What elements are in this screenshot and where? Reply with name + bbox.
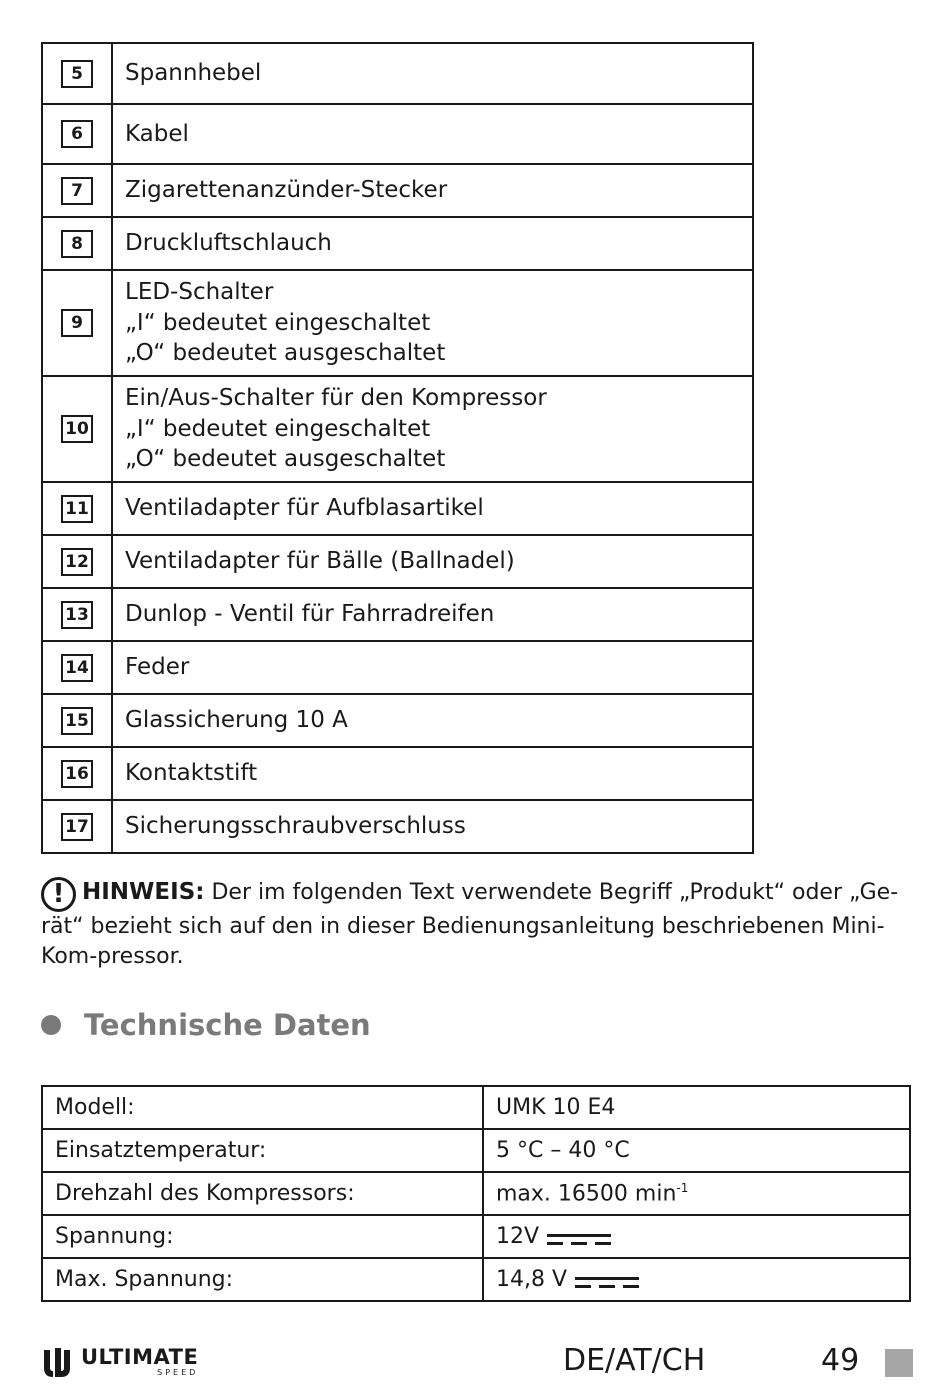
part-number-cell bbox=[42, 43, 112, 104]
part-row bbox=[42, 694, 753, 747]
spec-row bbox=[42, 1215, 910, 1258]
part-label-line: Glassicherung 10 A bbox=[125, 707, 348, 734]
part-number-cell bbox=[42, 482, 112, 535]
part-number-cell bbox=[42, 535, 112, 588]
part-number-cell bbox=[42, 694, 112, 747]
spec-value: 14,8 V bbox=[496, 1267, 568, 1292]
part-row bbox=[42, 747, 753, 800]
spec-key: Drehzahl des Kompressors: bbox=[42, 1172, 483, 1215]
footer-region: DE/AT/CH bbox=[563, 1343, 706, 1378]
part-number-cell bbox=[42, 800, 112, 853]
section-heading bbox=[41, 1008, 371, 1042]
part-label-cell bbox=[112, 217, 753, 270]
spec-key: Einsatztemperatur: bbox=[42, 1129, 483, 1172]
part-label-line: Feder bbox=[125, 654, 190, 681]
part-row bbox=[42, 588, 753, 641]
part-number-badge: 6 bbox=[61, 120, 93, 148]
spec-key: Spannung: bbox=[42, 1215, 483, 1258]
part-label-line: Spannhebel bbox=[125, 60, 262, 87]
part-label-line: Dunlop - Ventil für Fahrradreifen bbox=[125, 601, 495, 628]
spec-value: UMK 10 E4 bbox=[496, 1095, 616, 1120]
part-row bbox=[42, 482, 753, 535]
page-number: 49 bbox=[821, 1343, 860, 1378]
part-number-badge: 17 bbox=[61, 813, 93, 841]
part-row bbox=[42, 535, 753, 588]
spec-row bbox=[42, 1129, 910, 1172]
spec-key: Modell: bbox=[42, 1086, 483, 1129]
spec-value-cell bbox=[483, 1172, 910, 1215]
spec-row bbox=[42, 1258, 910, 1301]
part-label-cell bbox=[112, 747, 753, 800]
exclamation-circle-icon: ! bbox=[41, 877, 76, 912]
note-paragraph bbox=[41, 877, 911, 972]
part-number-badge: 16 bbox=[61, 760, 93, 788]
spec-value: 5 °C – 40 °C bbox=[496, 1138, 630, 1163]
brand-logo bbox=[41, 1346, 198, 1380]
dc-current-icon bbox=[547, 1232, 611, 1246]
spec-value-cell bbox=[483, 1258, 910, 1301]
part-number-cell bbox=[42, 588, 112, 641]
part-row bbox=[42, 376, 753, 482]
spec-superscript: -1 bbox=[676, 1180, 689, 1195]
part-label-line: Sicherungsschraubverschluss bbox=[125, 813, 466, 840]
part-label-cell bbox=[112, 164, 753, 217]
part-number-cell bbox=[42, 104, 112, 164]
note-label: HINWEIS: bbox=[82, 879, 205, 905]
part-row bbox=[42, 104, 753, 164]
spec-value: 12V bbox=[496, 1224, 540, 1249]
part-number-cell bbox=[42, 641, 112, 694]
spec-row bbox=[42, 1172, 910, 1215]
part-number-cell bbox=[42, 217, 112, 270]
part-row bbox=[42, 270, 753, 376]
brand-name: ULTIMATE bbox=[81, 1345, 199, 1369]
part-row bbox=[42, 641, 753, 694]
part-label-cell bbox=[112, 43, 753, 104]
part-label-line: „O“ bedeutet ausgeschaltet bbox=[125, 446, 446, 473]
part-label-cell bbox=[112, 535, 753, 588]
part-number-badge: 14 bbox=[61, 654, 93, 682]
part-label-cell bbox=[112, 482, 753, 535]
part-number-badge: 13 bbox=[61, 601, 93, 629]
bullet-icon bbox=[41, 1015, 61, 1035]
spec-value-cell bbox=[483, 1129, 910, 1172]
spec-row bbox=[42, 1086, 910, 1129]
part-number-cell bbox=[42, 747, 112, 800]
part-label-cell bbox=[112, 800, 753, 853]
spec-value: max. 16500 min bbox=[496, 1181, 677, 1207]
part-label-cell bbox=[112, 270, 753, 376]
part-label-line: „I“ bedeutet eingeschaltet bbox=[125, 309, 431, 336]
ultimate-speed-logo-icon bbox=[41, 1346, 73, 1380]
section-title: Technische Daten bbox=[84, 1008, 371, 1042]
page-marker-square bbox=[885, 1349, 913, 1377]
part-row bbox=[42, 164, 753, 217]
note-text: Der im folgenden Text verwendete Begriff „Produkt“ oder „Ge-rät“ bezieht sich auf den in dieser Bedienungsanleitung beschriebenen Mini-Kom-pressor. bbox=[41, 880, 899, 969]
part-label-line: Kabel bbox=[125, 120, 189, 147]
part-number-badge: 5 bbox=[61, 60, 93, 88]
part-label-line: LED-Schalter bbox=[125, 279, 274, 306]
part-label-line: Ein/Aus-Schalter für den Kompressor bbox=[125, 385, 547, 412]
spec-value-cell bbox=[483, 1086, 910, 1129]
part-row bbox=[42, 800, 753, 853]
part-number-badge: 11 bbox=[61, 495, 93, 523]
part-row bbox=[42, 217, 753, 270]
part-label-line: Ventiladapter für Bälle (Ballnadel) bbox=[125, 548, 515, 575]
part-label-line: Druckluftschlauch bbox=[125, 230, 332, 257]
part-label-line: Zigarettenanzünder-Stecker bbox=[125, 177, 448, 204]
part-label-line: Ventiladapter für Aufblasartikel bbox=[125, 495, 484, 522]
spec-key: Max. Spannung: bbox=[42, 1258, 483, 1301]
part-label-line: „I“ bedeutet eingeschaltet bbox=[125, 415, 431, 442]
part-label-line: Kontaktstift bbox=[125, 760, 258, 787]
part-number-cell bbox=[42, 270, 112, 376]
spec-value-cell bbox=[483, 1215, 910, 1258]
dc-current-icon bbox=[575, 1275, 639, 1289]
part-label-line: „O“ bedeutet ausgeschaltet bbox=[125, 340, 446, 367]
part-number-badge: 7 bbox=[61, 177, 93, 205]
parts-table bbox=[41, 42, 754, 854]
part-label-cell bbox=[112, 641, 753, 694]
part-number-badge: 10 bbox=[61, 415, 93, 443]
part-label-cell bbox=[112, 588, 753, 641]
specs-table bbox=[41, 1085, 911, 1302]
part-number-cell bbox=[42, 376, 112, 482]
part-row bbox=[42, 43, 753, 104]
brand-sub: SPEED bbox=[157, 1368, 199, 1377]
part-number-badge: 15 bbox=[61, 707, 93, 735]
part-number-badge: 9 bbox=[61, 309, 93, 337]
part-label-cell bbox=[112, 694, 753, 747]
part-number-badge: 8 bbox=[61, 230, 93, 258]
part-label-cell bbox=[112, 104, 753, 164]
part-number-cell bbox=[42, 164, 112, 217]
part-label-cell bbox=[112, 376, 753, 482]
part-number-badge: 12 bbox=[61, 548, 93, 576]
